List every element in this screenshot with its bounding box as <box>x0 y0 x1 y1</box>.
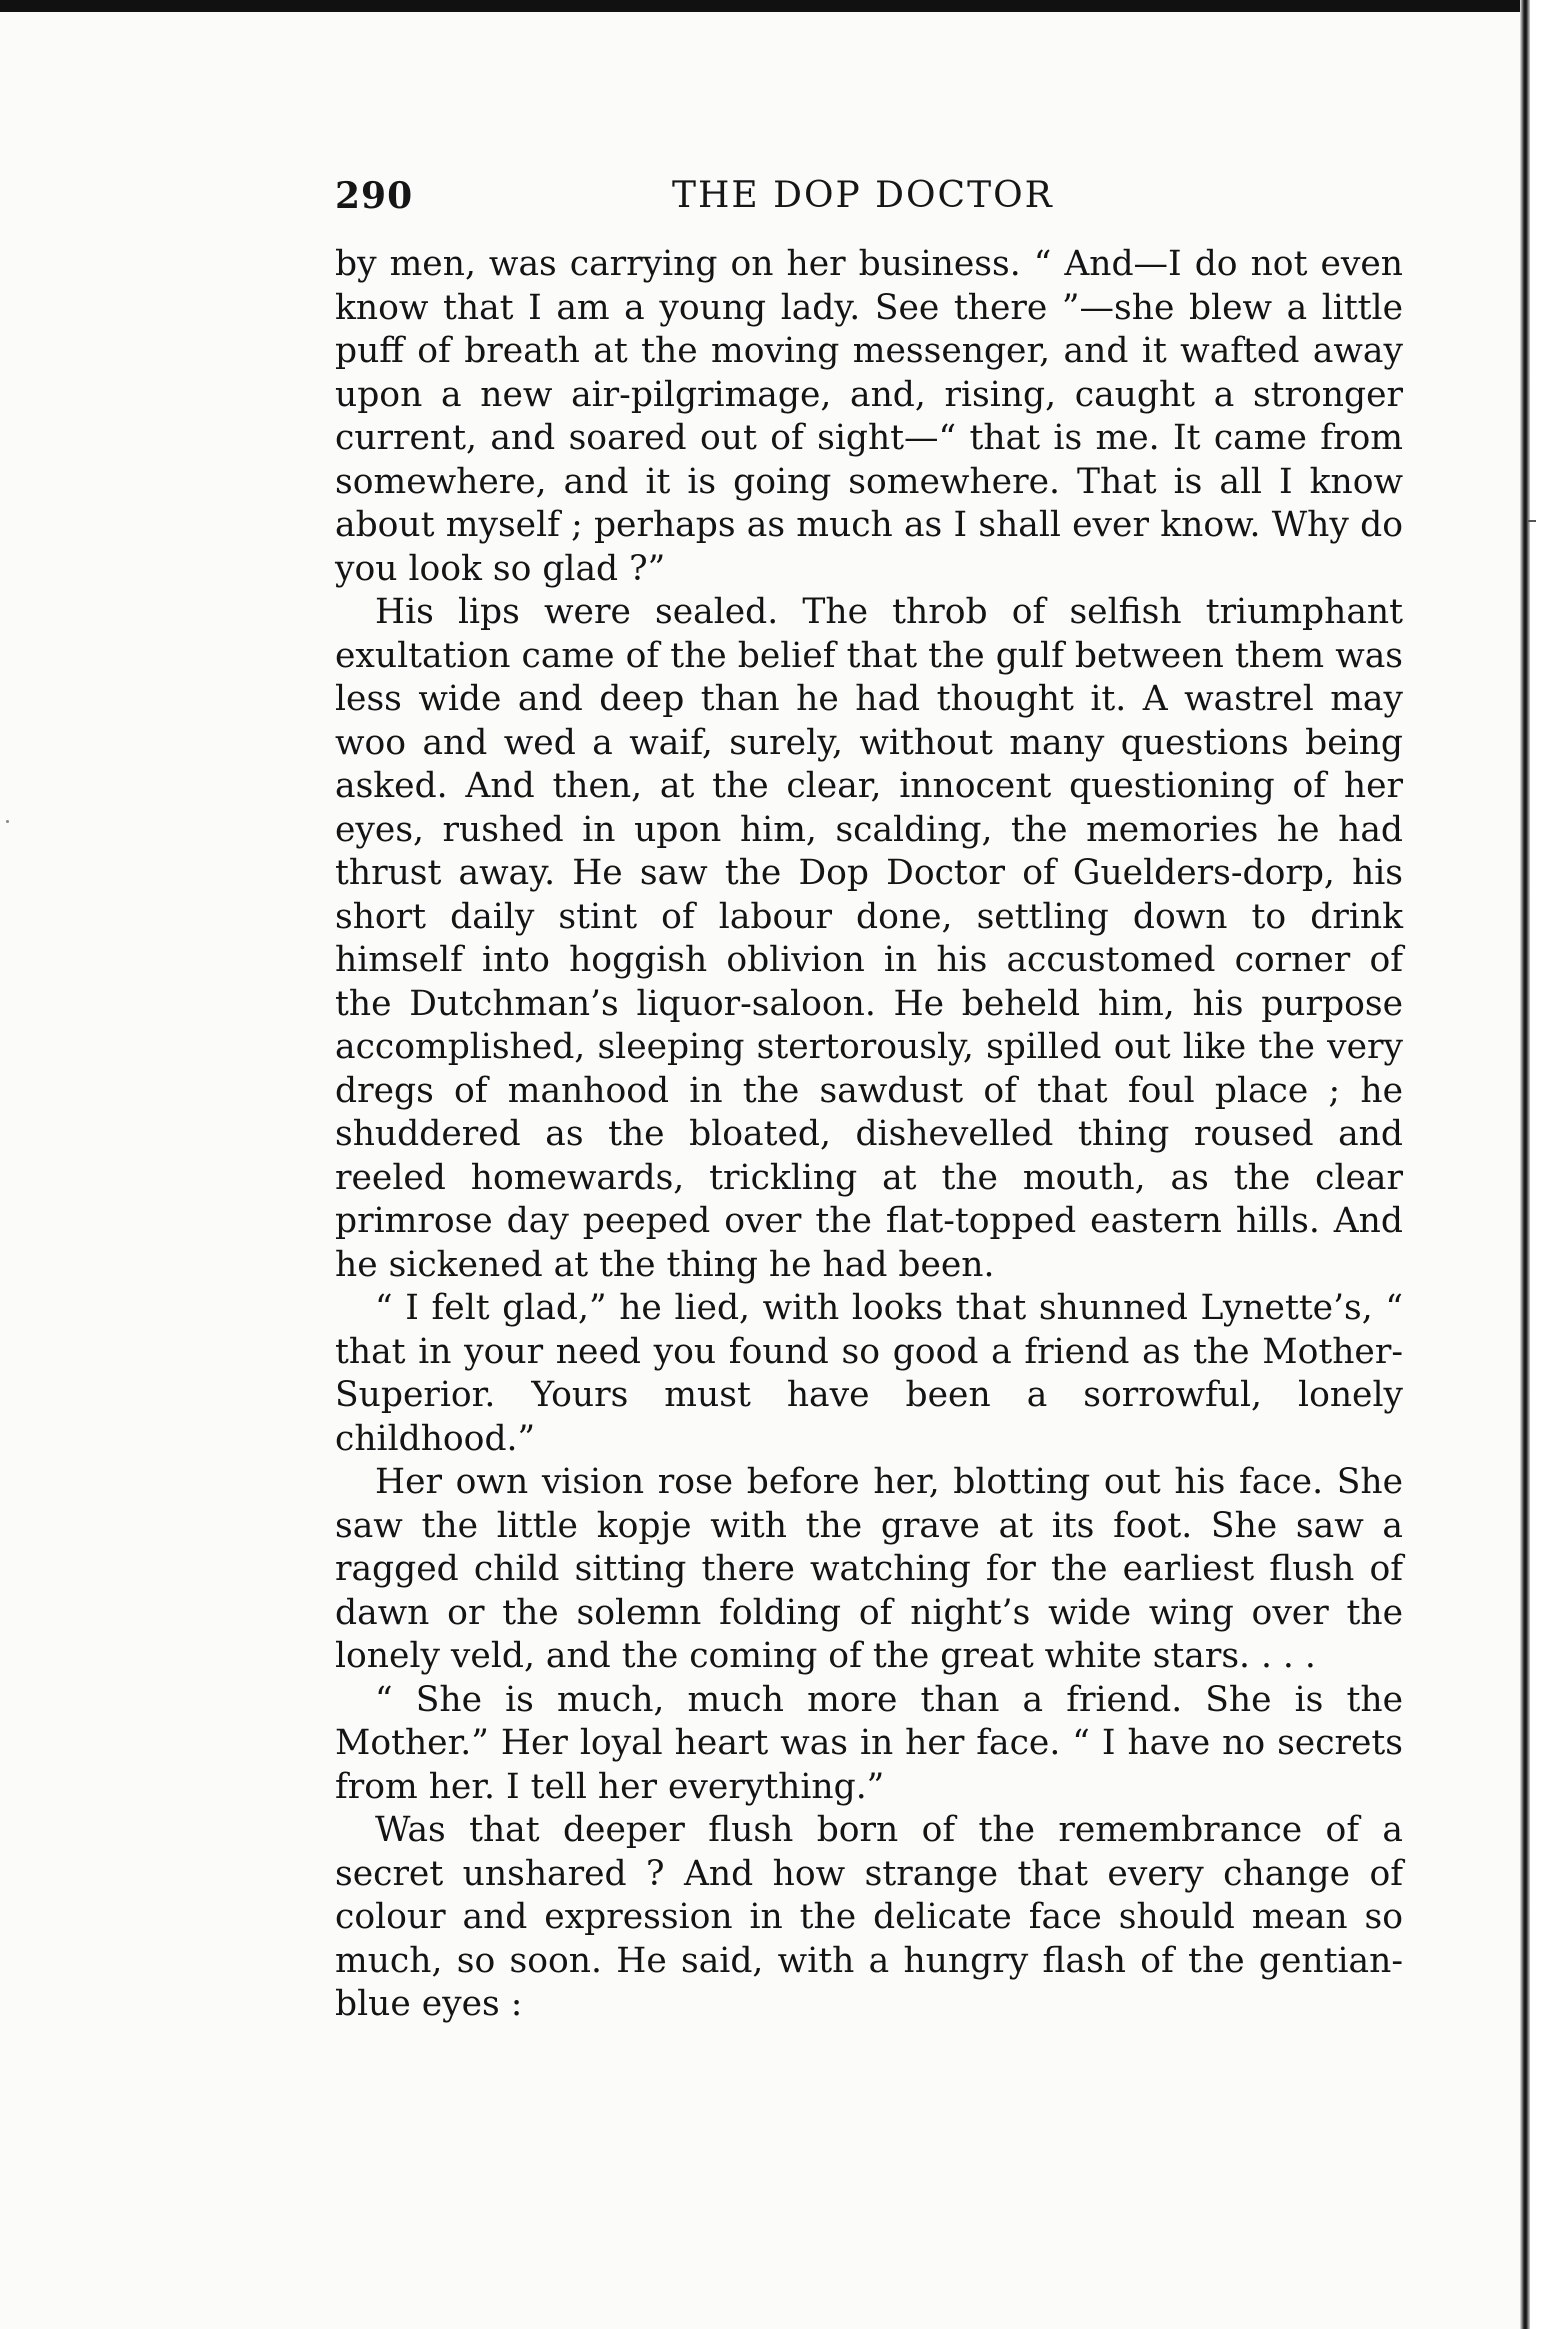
paragraph-6: Was that deeper flush born of the remembrance of a secret unshared ? And how strange that every change of colour and expression in the delicate face should mean so much, so soon. He said, with a hungry flash of the gentian-blue eyes : <box>335 1810 1403 2024</box>
paragraph-2: His lips were sealed. The throb of selfish triumphant exultation came of the belief that the gulf between them was less wide and deep than he had thought it. A wastrel may woo and wed a waif, surely, without many questions being asked. And then, at the clear, innocent questioning of her eyes, rushed in upon him, scalding, the memories he had thrust away. He saw the Dop Doctor of Guelders-dorp, his short daily stint of labour done, settling down to drink himself into hoggish oblivion in his accustomed corner of the Dutchman’s liquor-saloon. He beheld him, his purpose accomplished, sleeping stertorously, spilled out like the very dregs of manhood in the sawdust of that foul place ; he shuddered as the bloated, dishevelled thing roused and reeled homewards, trickling at the mouth, as the clear primrose day peeped over the flat-topped eastern hills. And he sickened at the thing he had been. <box>335 592 1403 1285</box>
margin-speck <box>6 820 9 823</box>
paragraph-1: by men, was carrying on her business. “ And—I do not even know that I am a young lady. See there ”—she blew a little puff of breath at the moving messenger, and it wafted away upon a new air-pilgrimage, and, rising, caught a stronger current, and soared out of sight—“ that is me. It came from somewhere, and it is going somewhere. That is all I know about myself ; perhaps as much as I shall ever know. Why do you look so glad ?” <box>335 244 1403 589</box>
page-number: 290 <box>335 175 414 217</box>
paragraph-4: Her own vision rose before her, blotting out his face. She saw the little kopje with the grave at its foot. She saw a ragged child sitting there watching for the earliest flush of dawn or the solemn folding of night’s wide wing over the lonely veld, and the coming of the great white stars. . . . <box>335 1462 1403 1676</box>
edge-mark <box>1528 520 1536 522</box>
body-text <box>335 243 1403 2027</box>
running-head <box>335 175 1415 225</box>
paragraph-5: “ She is much, much more than a friend. She is the Mother.” Her loyal heart was in her face. “ I have no secrets from her. I tell her everything.” <box>335 1679 1403 1807</box>
book-title: THE DOP DOCTOR <box>672 175 1054 216</box>
outer-margin <box>1530 0 1557 2329</box>
paragraph-3: “ I felt glad,” he lied, with looks that shunned Lynette’s, “ that in your need you found so good a friend as the Mother-Superior. Yours must have been a sorrowful, lonely childhood.” <box>335 1288 1403 1459</box>
page-top-edge <box>0 0 1530 12</box>
page-binding-edge <box>1520 0 1530 2329</box>
